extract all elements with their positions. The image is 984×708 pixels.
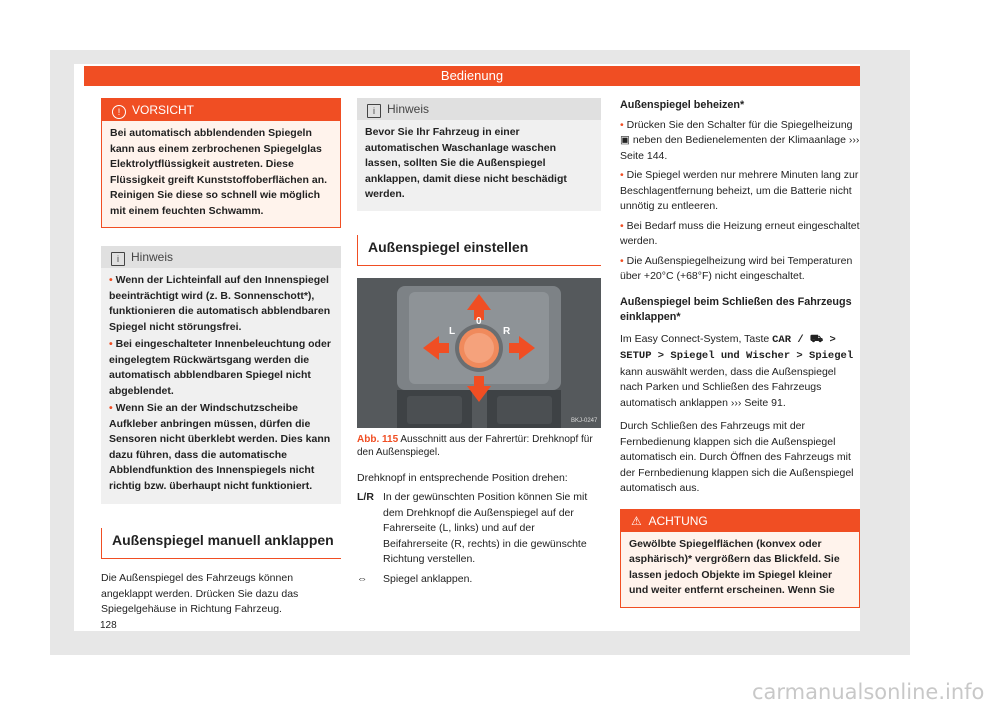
note-box-wash bbox=[357, 98, 601, 211]
fold-paragraph-1: Im Easy Connect-System, Taste CAR / ⛟ > SETUP > Spiegel und Wischer > Spiegel kann auswählt werden, dass die Außenspiegel nach Parken und Schließen des Fahrzeugs automatisch anklappen ››› Seite 91. bbox=[620, 332, 854, 409]
figure-caption-text: Ausschnitt aus der Fahrertür: Drehknopf für den Außenspiegel. bbox=[357, 433, 593, 458]
mirror-knob-figure bbox=[357, 278, 601, 428]
legend-text: In der gewünschten Position können Sie mit dem Drehknopf die Außenspiegel auf der Fahrerseite (L, links) und auf der Beifahrerseite (R, rechts) in die gewünschte Richtung verstellen. bbox=[383, 491, 588, 565]
warning-text: Gewölbte Spiegelflächen (konvex oder asphärisch)* vergrößern das Blickfeld. Sie lassen jedoch Objekte im Spiegel kleiner und weiter entfernt erscheinen. Wenn Sie bbox=[621, 532, 859, 607]
page-number: 128 bbox=[100, 620, 117, 631]
column-middle bbox=[357, 98, 601, 587]
note-body bbox=[101, 268, 341, 504]
note-header bbox=[101, 246, 341, 268]
fold-title: Außenspiegel beim Schließen des Fahrzeugs einklappen* bbox=[620, 295, 852, 323]
legend-key: L/R bbox=[357, 491, 374, 503]
knob-intro: Drehknopf in entsprechende Position drehen: bbox=[357, 471, 568, 484]
figure-label: Abb. 115 bbox=[357, 433, 399, 445]
fold-mirror-icon: ⇔ bbox=[357, 572, 368, 585]
info-icon: i bbox=[367, 104, 381, 118]
knob-label-right: R bbox=[503, 325, 511, 337]
caution-box bbox=[101, 98, 341, 228]
note-bullet: • Wenn der Lichteinfall auf den Innenspiegel beeinträchtigt wird (z. B. Sonnenschott*), funktionieren die automatisch abblendbaren Spiegel nicht störungsfrei. bbox=[109, 274, 331, 333]
column-right bbox=[620, 98, 860, 608]
caution-header bbox=[102, 99, 340, 121]
menu-path: CAR / ⛟ > SETUP > Spiegel und Wischer > Spiegel bbox=[620, 333, 854, 362]
legend-item bbox=[357, 572, 601, 588]
mirror-knob-illustration bbox=[357, 278, 601, 428]
heat-bullet: • Bei Bedarf muss die Heizung erneut eingeschaltet werden. bbox=[620, 219, 860, 247]
info-icon: i bbox=[111, 252, 125, 266]
legend-item bbox=[357, 490, 601, 568]
warning-triangle-icon: ⚠ bbox=[631, 513, 642, 528]
legend-text: Spiegel anklappen. bbox=[383, 572, 473, 585]
note-title: Hinweis bbox=[131, 250, 174, 264]
warning-box bbox=[620, 509, 860, 608]
knob-label-left: L bbox=[449, 325, 456, 337]
heat-bullet: • Die Spiegel werden nur mehrere Minuten lang zur Beschlagentfernung beheizt, um die Batterie nicht unnötig zu entleeren. bbox=[620, 169, 859, 212]
figure-code: BKJ-0247 bbox=[571, 417, 598, 424]
note-bullet: • Bei eingeschalteter Innenbeleuchtung oder eingelegtem Rückwärtsgang werden die automatisch abblendbaren Spiegel nicht abgeblendet. bbox=[109, 338, 331, 397]
info-circle-icon: ! bbox=[112, 105, 126, 119]
note-header bbox=[357, 98, 601, 120]
heat-bullet: • Die Außenspiegelheizung wird bei Temperaturen über +20°C (+68°F) nicht eingeschaltet. bbox=[620, 254, 853, 282]
figure-caption bbox=[357, 433, 601, 459]
column-left bbox=[101, 98, 341, 618]
section-text-fold-manual: Die Außenspiegel des Fahrzeugs können angeklappt werden. Drücken Sie dazu das Spiegelgehäuse in Richtung Fahrzeug. bbox=[101, 572, 299, 615]
heat-title: Außenspiegel beheizen* bbox=[620, 99, 745, 111]
note-box bbox=[101, 246, 341, 504]
note-title: Hinweis bbox=[387, 102, 430, 116]
caution-text: Bei automatisch abblendenden Spiegeln kann aus einem zerbrochenen Spiegelglas Elektrolytflüssigkeit austreten. Diese Flüssigkeit greift Kunststoffoberflächen an. Reinigen Sie diese so schnell wie möglich mit einem feuchten Schwamm. bbox=[102, 121, 340, 227]
page-header: Bedienung bbox=[84, 66, 860, 86]
knob-label-zero: 0 bbox=[476, 315, 482, 327]
warning-title: ACHTUNG bbox=[648, 513, 708, 528]
note-text: Bevor Sie Ihr Fahrzeug in einer automatischen Waschanlage waschen lassen, sollten Sie die Außenspiegel anklappen, damit diese nicht beschädigt werden. bbox=[357, 120, 601, 211]
heat-bullet: • Drücken Sie den Schalter für die Spiegelheizung ▣ neben den Bedienelementen der Klimaanlage ››› Seite 144. bbox=[620, 118, 860, 162]
section-title-adjust: Außenspiegel einstellen bbox=[357, 235, 601, 266]
footer-watermark: carmanualsonline.info bbox=[752, 680, 984, 704]
note-bullet: • Wenn Sie an der Windschutzscheibe Aufkleber anbringen müssen, dürfen die Sensoren nicht überklebt werden. Dies kann dazu führen, dass die automatische Abblendfunktion des Innenspiegels nicht richtig bzw. überhaupt nicht funktioniert. bbox=[109, 402, 331, 492]
fold-paragraph-2: Durch Schließen des Fahrzeugs mit der Fernbedienung klappen sich die Außenspiegel automatisch ein. Durch Öffnen des Fahrzeugs mit der Fernbedienung klappen sich die Außenspiegel automatisch aus. bbox=[620, 420, 854, 494]
caution-title: VORSICHT bbox=[132, 103, 195, 117]
section-title-fold-manual: Außenspiegel manuell anklappen bbox=[101, 528, 341, 559]
warning-header bbox=[621, 510, 859, 532]
